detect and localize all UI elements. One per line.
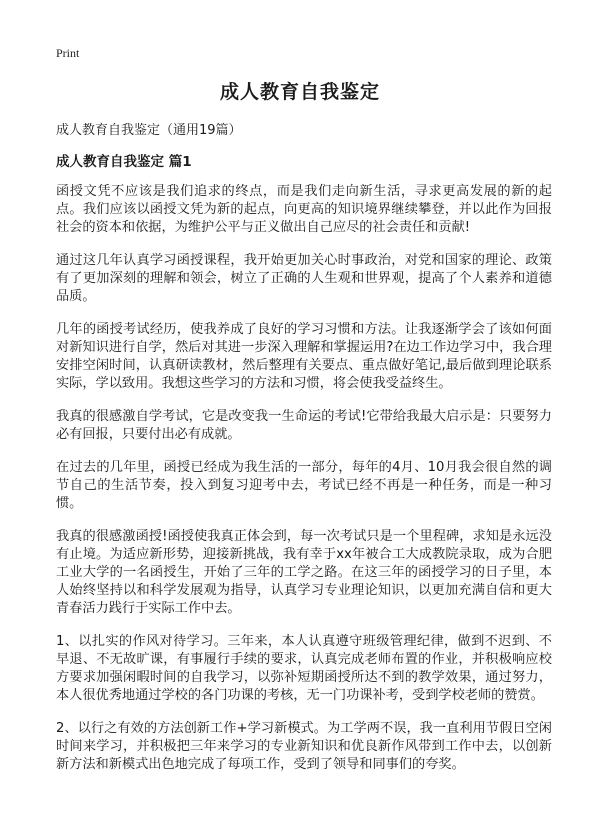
document-body — [56, 122, 552, 789]
paragraph-2: 通过这几年认真学习函授课程，我开始更加关心时事政治，对党和国家的理论、政策有了更加深刻的理解和领会，树立了正确的人生观和世界观，提高了个人素养和道德品质。 — [56, 253, 552, 304]
page-title: 成人教育自我鉴定 — [219, 81, 380, 103]
paragraph-8: 2、以行之有效的方法创新工作+学习新模式。为工学两不误，我一直利用节假日空闲时间来学习，并积极把三年来学习的专业新知识和优良新作风带到工作中去，以创新新方法和新模式出色地完成了每项工作，受到了领导和同事们的夸奖。 — [56, 721, 552, 772]
document-subtitle: 成人教育自我鉴定（通用19篇） — [56, 123, 242, 138]
paragraph-5: 在过去的几年里，函授已经成为我生活的一部分，每年的4月、10月我会很自然的调节自己的生活节奏，投入到复习迎考中去，考试已经不再是一种任务，而是一种习惯。 — [56, 460, 552, 511]
paragraph-7: 1、以扎实的作风对待学习。三年来，本人认真遵守班级管理纪律，做到不迟到、不早退、不无故旷课，有事履行手续的要求，认真完成老师布置的作业，并积极响应校方要求加强闲暇时间的自我学习，以弥补短期函授所达不到的教学效果，通过努力，本人很优秀地通过学校的各门功课的考核，无一门功课补考，受到学校老师的赞赏。 — [56, 634, 552, 703]
paragraph-3: 几年的函授考试经历，使我养成了良好的学习习惯和方法。让我逐渐学会了该如何面对新知识进行自学，然后对其进一步深入理解和掌握运用?在边工作边学习中，我合理安排空闲时间，认真研读教材，然后整理有关要点、重点做好笔记,最后做到理论联系实际，学以致用。我想这些学习的方法和习惯，将会使我受益终生。 — [56, 322, 552, 391]
print-link[interactable]: Print — [56, 46, 80, 60]
paragraph-1: 函授文凭不应该是我们追求的终点，而是我们走向新生活，寻求更高发展的新的起点。我们应该以函授文凭为新的起点，向更高的知识境界继续攀登，并以此作为回报社会的资本和依据，为维护公平与正义做出自己应尽的社会责任和贡献! — [56, 184, 552, 235]
paragraph-4: 我真的很感激自学考试，它是改变我一生命运的考试!它带给我最大启示是：只要努力必有回报，只要付出必有成就。 — [56, 409, 552, 442]
paragraph-6: 我真的很感激函授!函授使我真正体会到，每一次考试只是一个里程碑，求知是永远没有止境。为适应新形势，迎接新挑战，我有幸于xx年被合工大成教院录取，成为合肥工业大学的一名函授生，开始了三年的工学之路。在这三年的函授学习的日子里，本人始终坚持以和科学发展观为指导，认真学习专业理论知识，以更加充满自信和更大青春活力践行于实际工作中去。 — [56, 529, 552, 616]
section-heading: 成人教育自我鉴定 篇1 — [56, 154, 192, 170]
